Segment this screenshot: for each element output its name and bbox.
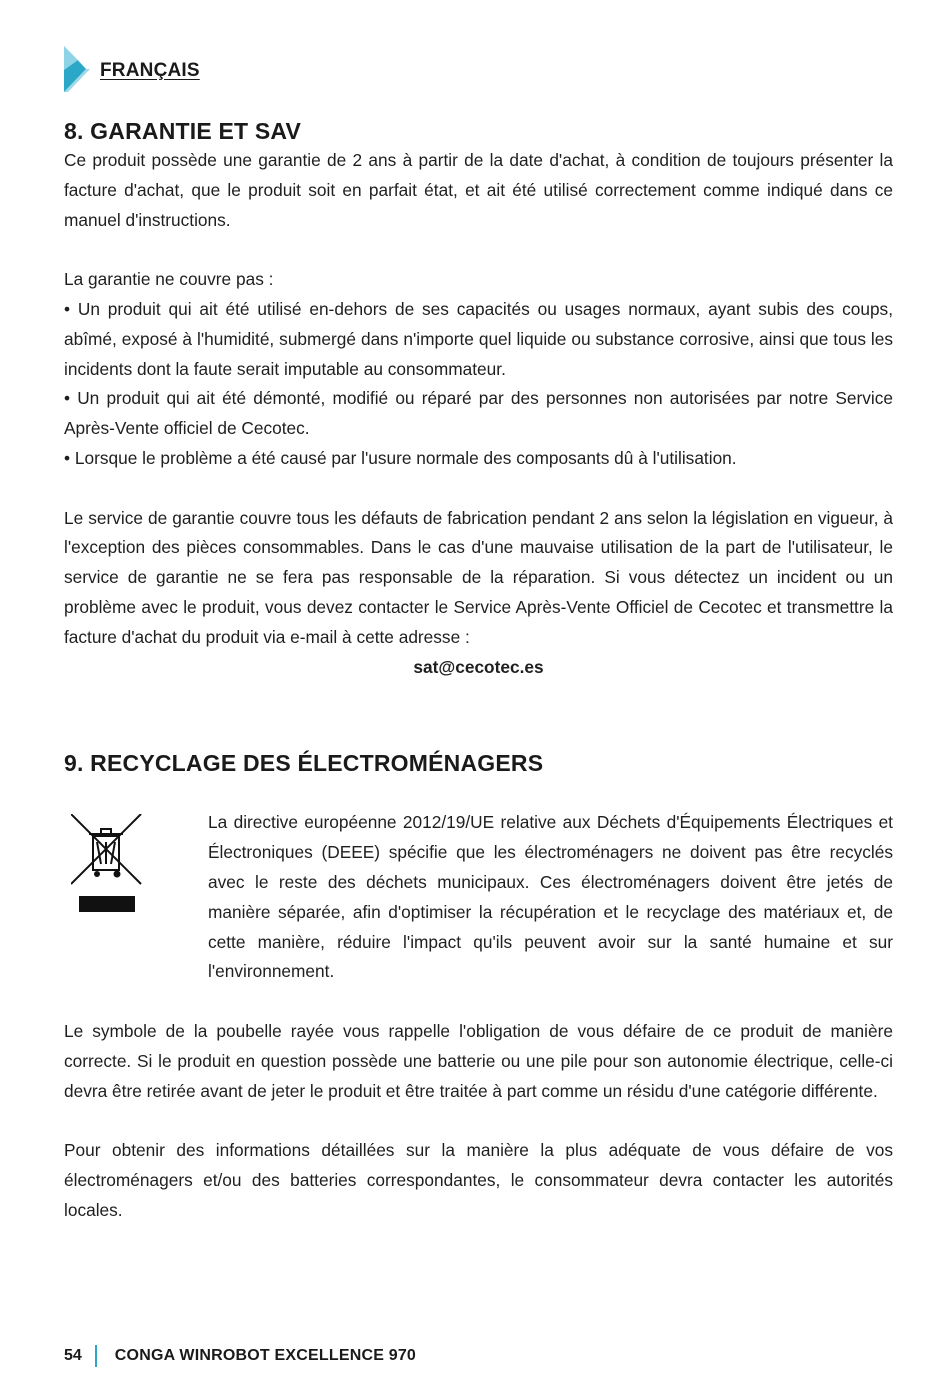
- warranty-paragraph: Ce produit possède une garantie de 2 ans à partir de la date d'achat, à condition de toujours présenter la facture d'achat, que le produit soit en parfait état, et ait été utilisé correctement comme indiqué dans ce manuel d'instructions.: [64, 150, 893, 230]
- crossed-bin-paragraph: Le symbole de la poubelle rayée vous rappelle l'obligation de vous défaire de ce produit de manière correcte. Si le produit en question possède une batterie ou une pile pour son autonomie électrique, celle-ci devra être retirée avant de jeter le produit et être traitée à part comme un résidu d'une catégorie différente.: [64, 1021, 893, 1101]
- not-covered-item: • Lorsque le problème a été causé par l'usure normale des composants dû à l'utilisation.: [64, 447, 737, 468]
- not-covered-item: • Un produit qui ait été démonté, modifié ou réparé par des personnes non autorisées par notre Service Après-Vente officiel de Cecotec.: [64, 388, 893, 439]
- page-content: [64, 116, 893, 1226]
- cecotec-chevron-logo-icon: [64, 46, 90, 92]
- not-covered-item: • Un produit qui ait été utilisé en-dehors de ses capacités ou usages normaux, ayant subis des coups, abîmé, exposé à l'humidité, submergé dans n'importe quel liquide ou substance corrosive, ainsi que tous les incidents dont la faute serait imputable au consommateur.: [64, 298, 893, 379]
- page-number: 54: [64, 1347, 82, 1364]
- support-email: sat@cecotec.es: [413, 656, 544, 677]
- crossed-out-wheeled-bin-icon: [71, 814, 143, 914]
- product-name: CONGA WINROBOT EXCELLENCE 970: [114, 1347, 417, 1364]
- page-header: [64, 46, 364, 92]
- section-9-title: 9. RECYCLAGE DES ÉLECTROMÉNAGERS: [64, 750, 544, 777]
- warranty-service-paragraph: Le service de garantie couvre tous les défauts de fabrication pendant 2 ans selon la législation en vigueur, à l'exception des pièces consommables. Dans le cas d'une mauvaise utilisation de la part de l'utilisateur, le service de garantie ne se fera pas responsable de la réparation. Si vous détectez un incident ou un problème avec le produit, vous devez contacter le Service Après-Vente Officiel de Cecotec et transmettre la facture d'achat du produit via e-mail à cette adresse :: [64, 507, 893, 647]
- language-label: FRANÇAIS: [100, 60, 200, 81]
- weee-block: [64, 808, 893, 987]
- local-authorities-paragraph: Pour obtenir des informations détaillées sur la manière la plus adéquate de vous défaire de vos électroménagers et/ou des batteries correspondantes, le consommateur devra contacter les autorités locales.: [64, 1140, 893, 1220]
- section-8-title: 8. GARANTIE ET SAV: [64, 118, 302, 144]
- not-covered-intro: La garantie ne couvre pas :: [64, 269, 274, 290]
- footer-divider: [95, 1345, 97, 1367]
- page-footer: [64, 1344, 416, 1368]
- weee-directive-paragraph: La directive européenne 2012/19/UE relative aux Déchets d'Équipements Électriques et Électroniques (DEEE) spécifie que les électroménagers ne doivent pas être recyclés avec le reste des déchets municipaux. Ces électroménagers doivent être jetés de manière séparée, afin d'optimiser la récupération et le recyclage des matériaux et, de cette manière, réduire l'impact qu'ils peuvent avoir sur la santé humaine et sur l'environnement.: [208, 812, 893, 982]
